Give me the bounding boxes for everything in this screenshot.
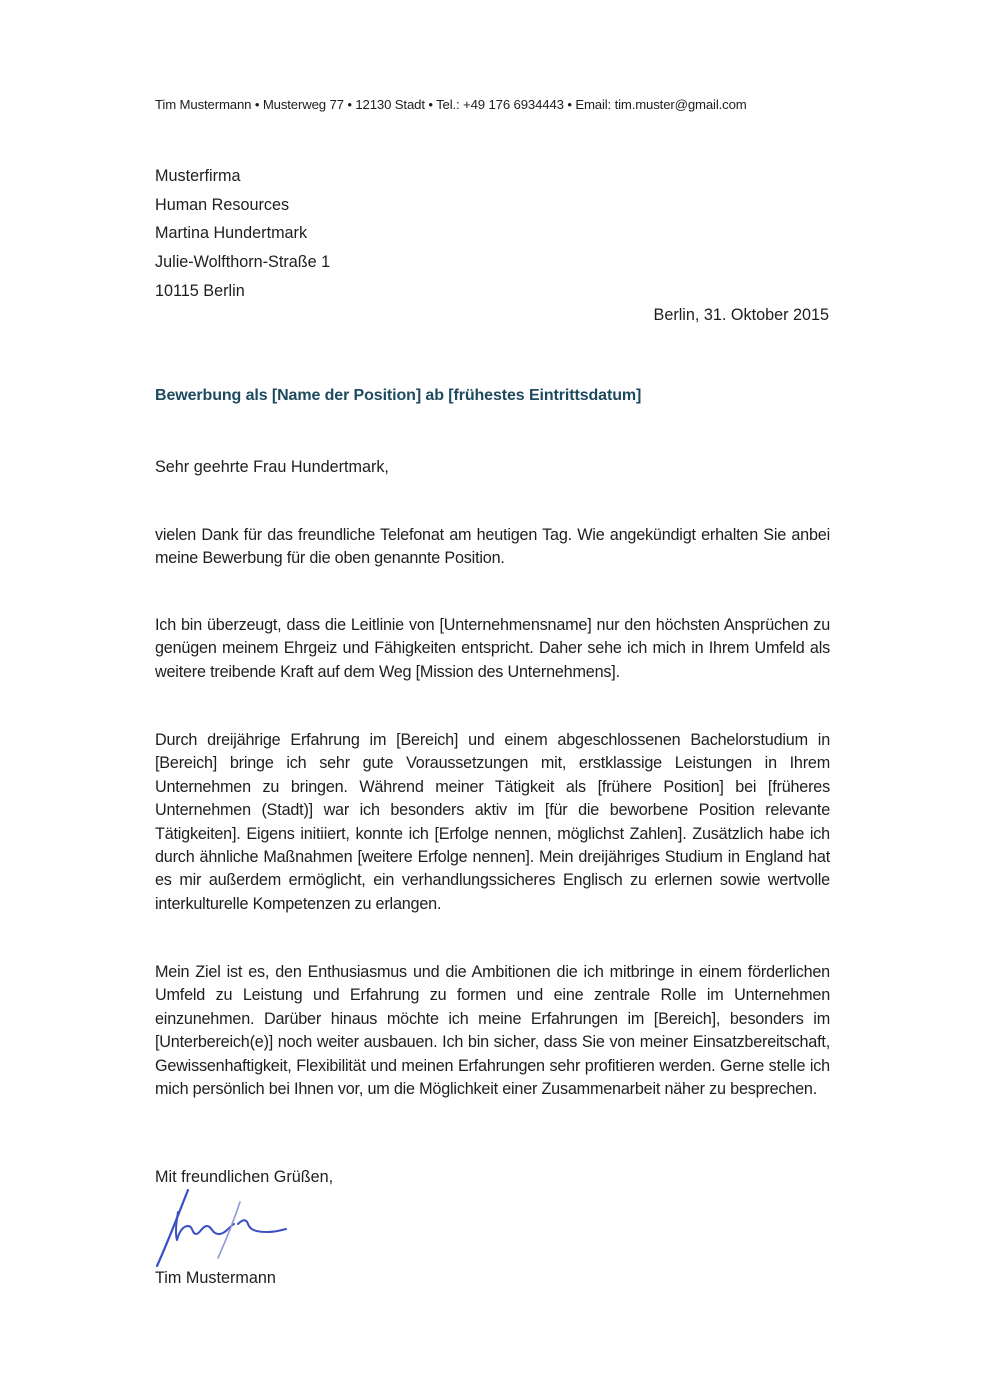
body-paragraph-1: vielen Dank für das freundliche Telefonat am heutigen Tag. Wie angekündigt erhalten Sie anbei meine Bewerbung für die oben genannte Position. — [155, 526, 830, 568]
signer-name: Tim Mustermann — [155, 1269, 276, 1287]
recipient-street: Julie-Wolfthorn-Straße 1 — [155, 253, 331, 272]
body-paragraph-3: Durch dreijährige Erfahrung im [Bereich] und einem abgeschlossenen Bachelorstudium in [Bereich] bringe ich sehr gute Voraussetzungen mit, erstklassige Leistungen in Ihrem Unternehmen zu bringen. Während meiner Tätigkeit als [frühere Position] bei [früheres Unternehmen (Stadt)] war ich besonders aktiv im [für die beworbene Position relevante Tätigkeiten]. Eigens initiiert, konnte ich [Erfolge nennen, möglichst Zahlen]. Zusätzlich habe ich durch ähnliche Maßnahmen [weitere Erfolge nennen]. Mein dreijähriges Studium in England hat es mir außerdem ermöglicht, ein verhandlungssicheres Englisch zu erlernen sowie wertvolle interkulturelle Kompetenzen zu erlangen. — [155, 731, 830, 913]
recipient-city: 10115 Berlin — [155, 281, 245, 300]
sender-contact-line: Tim Mustermann • Musterweg 77 • 12130 Stadt • Tel.: +49 176 6934443 • Email: tim.muster@gmail.com — [155, 97, 747, 112]
recipient-address-block — [155, 162, 330, 306]
signature-icon — [150, 1182, 295, 1274]
recipient-company: Musterfirma — [155, 167, 241, 185]
body-paragraph-4: Mein Ziel ist es, den Enthusiasmus und die Ambitionen die ich mitbringe in einem förderlichen Umfeld zu Leistung und Erfahrung zu formen und eine zentrale Rolle im Unternehmen einzunehmen. Darüber hinaus möchte ich meine Erfahrungen im [Bereich], besonders im [Unterbereich(e)] noch weiter ausbauen. Ich bin sicher, dass Sie von meiner Einsatzbereitschaft, Gewissenhaftigkeit, Flexibilität und meinen Erfahrungen sehr profitieren werden. Gerne stelle ich mich persönlich bei Ihnen vor, um die Möglichkeit einer Zusammenarbeit näher zu besprechen. — [155, 963, 830, 1099]
closing-phrase: Mit freundlichen Grüßen, — [155, 1168, 334, 1186]
body-paragraph-2: Ich bin überzeugt, dass die Leitlinie von [Unternehmensname] nur den höchsten Ansprüchen zu genügen meinem Ehrgeiz und Fähigkeiten entspricht. Daher sehe ich mich in Ihrem Umfeld als weitere treibende Kraft auf dem Weg [Mission des Unternehmens]. — [155, 616, 830, 681]
recipient-department: Human Resources — [155, 195, 290, 214]
subject-line: Bewerbung als [Name der Position] ab [frühestes Eintrittsdatum] — [155, 387, 642, 404]
salutation: Sehr geehrte Frau Hundertmark, — [155, 458, 389, 476]
recipient-contact: Martina Hundertmark — [155, 224, 308, 243]
letter-date: Berlin, 31. Oktober 2015 — [653, 306, 829, 324]
